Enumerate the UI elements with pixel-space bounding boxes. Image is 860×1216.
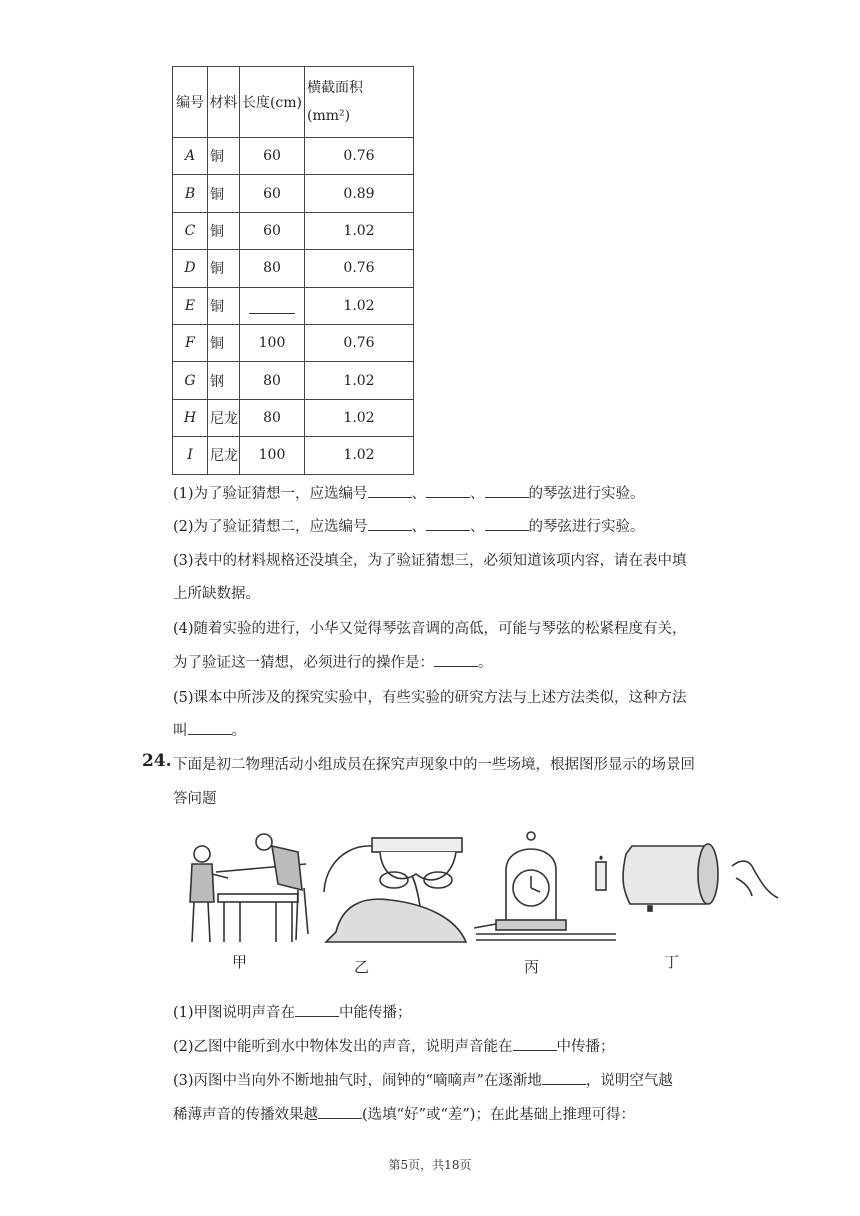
row-length: 80 (240, 399, 305, 436)
row-material: 铜 (208, 212, 240, 249)
row-material: 铜 (208, 324, 240, 361)
table-row (173, 175, 414, 212)
row-area: 1.02 (305, 212, 414, 249)
header-material: 材料 (208, 67, 240, 138)
table-row (173, 399, 414, 436)
q23-part3-a: (3)表中的材料规格还没填全，为了验证猜想三，必须知道该项内容，请在表中填 (173, 553, 687, 569)
row-id: A (173, 138, 208, 175)
row-length: 80 (240, 250, 305, 287)
row-area: 1.02 (305, 399, 414, 436)
figure-bing (474, 832, 616, 940)
row-length: 80 (240, 362, 305, 399)
q24-p1-end: 中能传播； (339, 1005, 412, 1021)
table-row (173, 324, 414, 361)
header-length: 长度(cm) (240, 67, 305, 138)
answer-blank[interactable] (368, 516, 412, 531)
row-length: 60 (240, 212, 305, 249)
answer-blank[interactable] (513, 1036, 557, 1051)
row-id: G (173, 362, 208, 399)
answer-blank[interactable] (426, 483, 470, 498)
q24-stem-a: 下面是初二物理活动小组成员在探究声现象中的一些场境，根据图形显示的场景回 (173, 757, 695, 773)
row-material: 钢 (208, 362, 240, 399)
header-id: 编号 (173, 67, 208, 138)
row-id: B (173, 175, 208, 212)
answer-blank[interactable] (542, 1070, 586, 1085)
q23-part4-b (173, 651, 493, 672)
figure-label-yi: 乙 (354, 958, 370, 976)
row-material: 尼龙 (208, 437, 240, 474)
q24-part1 (173, 1001, 412, 1022)
row-length: 100 (240, 437, 305, 474)
row-id: F (173, 324, 208, 361)
header-area-unit: (mm²) (307, 108, 351, 124)
q24-stem-b: 答问题 (173, 791, 217, 807)
q24-part2 (173, 1035, 615, 1056)
fill-in-blank[interactable] (249, 299, 295, 314)
table-row (173, 362, 414, 399)
q23-p2-sep: 、 (411, 519, 427, 535)
row-area: 1.02 (305, 287, 414, 324)
sound-experiments-figure (176, 822, 786, 982)
answer-blank[interactable] (368, 483, 412, 498)
row-length: 60 (240, 175, 305, 212)
table-row (173, 250, 414, 287)
q23-part5-a: (5)课本中所涉及的探究实验中，有些实验的研究方法与上述方法类似，这种方法 (173, 690, 687, 706)
q24-part3-a (173, 1069, 673, 1090)
q23-p4b-text: 为了验证这一猜想，必须进行的操作是： (173, 655, 434, 671)
q24-p3a-end: ，说明空气越 (585, 1073, 673, 1089)
row-id: I (173, 437, 208, 474)
header-area (305, 67, 414, 138)
q24-p3a-text: (3)丙图中当向外不断地抽气时，闹钟的“嘀嘀声”在逐渐地 (173, 1073, 542, 1089)
answer-blank[interactable] (434, 652, 478, 667)
row-material: 铜 (208, 138, 240, 175)
figure-label-ding: 丁 (664, 953, 680, 971)
answer-blank[interactable] (426, 516, 470, 531)
figure-yi (324, 838, 466, 942)
q23-p2-sep: 、 (470, 519, 485, 535)
q23-part5-b (173, 719, 246, 740)
q23-p1-text: (1)为了验证猜想一，应选编号 (173, 486, 368, 502)
q23-p4b-end: 。 (478, 655, 493, 671)
q23-p1-sep: 、 (470, 486, 485, 502)
q24-p3b-text: 稀薄声音的传播效果越 (173, 1107, 318, 1123)
answer-blank[interactable] (295, 1002, 339, 1017)
table-row (173, 287, 414, 324)
figure-jia (190, 834, 308, 942)
row-area: 0.76 (305, 250, 414, 287)
row-material: 铜 (208, 175, 240, 212)
row-area: 0.89 (305, 175, 414, 212)
row-material: 铜 (208, 287, 240, 324)
q23-p2-text: (2)为了验证猜想二，应选编号 (173, 519, 368, 535)
q24-p2-text: (2)乙图中能听到水中物体发出的声音，说明声音能在 (173, 1039, 513, 1055)
figure-label-bing: 丙 (524, 958, 540, 976)
q24-p3b-end: (选填“好”或“差”)；在此基础上推理可得： (362, 1107, 635, 1123)
row-id: E (173, 287, 208, 324)
question-number: 24. (142, 751, 172, 771)
string-spec-table (172, 66, 414, 475)
row-material: 铜 (208, 250, 240, 287)
figure-ding (596, 844, 778, 911)
figure-label-jia: 甲 (232, 953, 248, 971)
q23-part1 (173, 482, 645, 503)
q23-p2-end: 的琴弦进行实验。 (528, 519, 645, 535)
answer-blank[interactable] (318, 1104, 362, 1119)
row-area: 1.02 (305, 362, 414, 399)
q24-part3-b (173, 1103, 635, 1124)
q23-part3-b: 上所缺数据。 (173, 586, 260, 602)
q24-p2-end: 中传播； (556, 1039, 615, 1055)
q23-p1-sep: 、 (411, 486, 427, 502)
q23-p5b-text: 叫 (173, 723, 188, 739)
table-row (173, 138, 414, 175)
q23-p1-end: 的琴弦进行实验。 (528, 486, 645, 502)
row-length: 60 (240, 138, 305, 175)
row-id: H (173, 399, 208, 436)
row-length-blank[interactable] (240, 287, 305, 324)
page-footer: 第5页，共18页 (388, 1158, 472, 1172)
answer-blank[interactable] (485, 483, 529, 498)
q23-p5b-end: 。 (231, 723, 246, 739)
row-area: 1.02 (305, 437, 414, 474)
row-length: 100 (240, 324, 305, 361)
row-material: 尼龙 (208, 399, 240, 436)
q23-part4-a: (4)随着实验的进行，小华又觉得琴弦音调的高低，可能与琴弦的松紧程度有关， (173, 621, 687, 637)
q23-part2 (173, 515, 645, 536)
table-row (173, 212, 414, 249)
row-area: 0.76 (305, 324, 414, 361)
answer-blank[interactable] (188, 720, 232, 735)
header-area-label: 横截面积 (307, 80, 363, 96)
q24-p1-text: (1)甲图说明声音在 (173, 1005, 296, 1021)
row-id: C (173, 212, 208, 249)
row-area: 0.76 (305, 138, 414, 175)
answer-blank[interactable] (485, 516, 529, 531)
row-id: D (173, 250, 208, 287)
table-row (173, 437, 414, 474)
